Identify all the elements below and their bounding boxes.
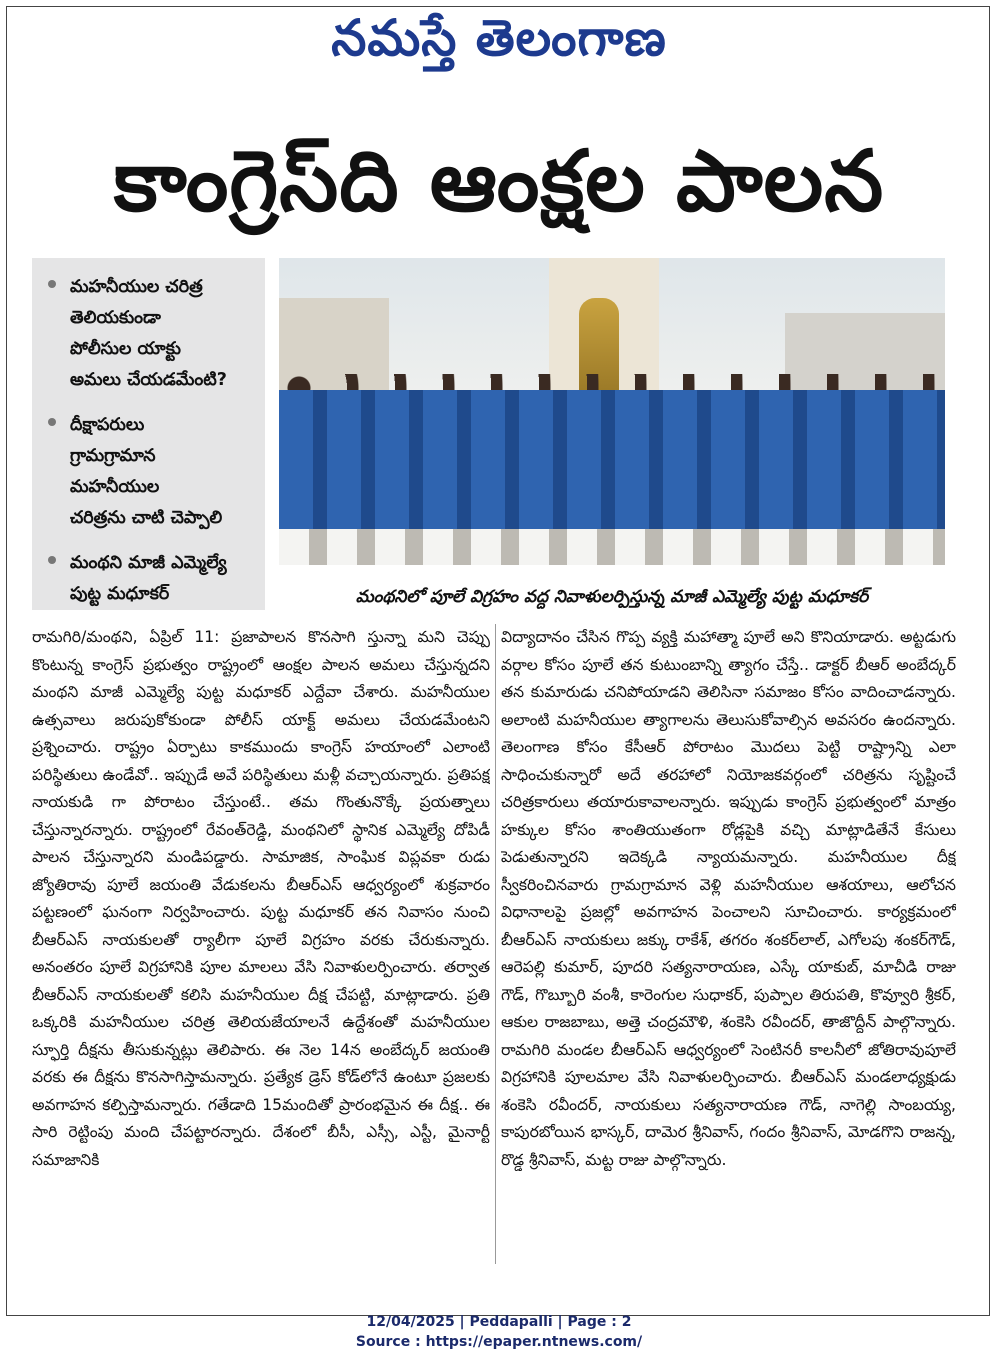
highlight-text: దీక్షాపరులు గ్రామగ్రామాన మహనీయుల చరిత్రను చాటి చెప్పాలి — [70, 415, 223, 528]
highlight-text: మహనీయుల చరిత్ర తెలియకుండా పోలీసుల యాక్టు అమలు చేయడమేంటి? — [70, 277, 227, 390]
article-column-left — [32, 624, 490, 1268]
column-divider — [495, 624, 496, 1264]
highlight-point — [40, 410, 257, 534]
news-photo — [279, 258, 945, 565]
bullet-icon — [48, 280, 56, 288]
highlight-point — [40, 272, 257, 396]
footer-date-edition: 12/04/2025 | Peddapalli | Page : 2 — [366, 1314, 632, 1330]
article-headline: కాంగ్రెస్‌ది ఆంక్షల పాలన — [113, 132, 885, 230]
highlight-point — [40, 548, 257, 610]
article-text: విద్యాదానం చేసిన గొప్ప వ్యక్తి మహాత్మా పూలే అని కొనియాడారు. అట్టడుగు వర్గాల కోసం పూలే తన కుటుంబాన్ని త్యాగం చేస్తే.. డాక్టర్ బీఆర్ అంబేద్కర్ తన కుమారుడు చనిపోయాడని తెలిసినా సమాజం కోసం వాదించాడన్నారు. అలాంటి మహనీయుల త్యాగాలను తెలుసుకోవాల్సిన అవసరం ఉందన్నారు. తెలంగాణ కోసం కేసీఆర్ పోరాటం మొదలు పెట్టి రాష్ట్రాన్ని ఎలా సాధించుకున్నారో అదే తరహాలో నియోజకవర్గంలో చరిత్రను సృష్టించే చరిత్రకారులు తయారుకావాలన్నారు. ఇప్పుడు కాంగ్రెస్ ప్రభుత్వంలో మాత్రం హక్కుల కోసం శాంతియుతంగా రోడ్లపైకి వచ్చి మాట్లాడితేనే కేసులు పెడుతున్నారని ఇదెక్కడి న్యాయమన్నారు. మహనీయుల దీక్ష స్వీకరించినవారు గ్రామగ్రామాన వెళ్లి మహనీయుల ఆశయాలు, ఆలోచన విధానాలపై ప్రజల్లో అవగాహన పెంచాలని సూచించారు. కార్యక్రమంలో బీఆర్‌ఎస్ నాయకులు జక్కు రాకేశ్, తగరం శంకర్‌లాల్, ఎగోలపు శంకర్‌గౌడ్, ఆరెపల్లి కుమార్, పూదరి సత్యనారాయణ, ఎస్కే యాకుబ్, మాచీడి రాజు గౌడ్, గొబ్బూరి వంశీ, కారెంగుల సుధాకర్, పుప్పాల తిరుపతి, కొవ్వూరి శ్రీకర్, ఆకుల రాజబాబు, అత్తె చంద్రమౌళి, శంకెసి రవీందర్, తాజొద్దీన్ పాల్గొన్నారు. రామగిరి మండల బీఆర్‌ఎస్ ఆధ్వర్యంలో సెంటినరీ కాలనీలో జోతిరావుపూలే విగ్రహానికి పూలమాల వేసి నివాళులర్పించారు. బీఆర్‌ఎస్ మండలాధ్యక్షుడు శంకెసి రవీందర్, నాయకులు సత్యనారాయణ గౌడ్, నాగెల్లి సాంబయ్య, కాపురబోయిన భాస్కర్, దామెర శ్రీనివాస్, గందం శ్రీనివాస్, మోడగొని రాజన్న, రొడ్డ శ్రీనివాస్, మట్ట రాజు పాల్గొన్నారు. — [501, 628, 956, 1169]
bullet-icon — [48, 556, 56, 564]
article-column-right — [501, 624, 956, 1268]
photo-caption: మంథనిలో పూలే విగ్రహం వద్ద నివాళులర్పిస్తున్న మాజీ ఎమ్మెల్యే పుట్ట మధూకర్ — [355, 587, 869, 607]
highlight-text: మంథని మాజీ ఎమ్మెల్యే పుట్ట మధూకర్ — [70, 553, 227, 604]
bullet-icon — [48, 418, 56, 426]
photo-crowd-lower — [279, 529, 945, 565]
article-text: రామగిరి/మంథని, ఏప్రిల్ 11: ప్రజాపాలన కొనసాగి స్తున్నా మని చెప్పు కొంటున్న కాంగ్రెస్ ప్రభుత్వం రాష్ట్రంలో ఆంక్షల పాలన అమలు చేస్తున్నదని మంథని మాజీ ఎమ్మెల్యే పుట్ట మధూకర్ ఎద్దేవా చేశారు. మహనీయుల ఉత్సవాలు జరుపుకోకుండా పోలీస్ యాక్ట్ అమలు చేయడమేంటని ప్రశ్నించారు. రాష్ట్రం ఏర్పాటు కాకముందు కాంగ్రెస్ హయాంలో ఎలాంటి పరిస్థితులు ఉండేవో.. ఇప్పుడే అవే పరిస్థితులు మళ్లీ వచ్చాయన్నారు. ప్రతిపక్ష నాయకుడి గా పోరాటం చేస్తుంటే.. తమ గొంతునొక్కే ప్రయత్నాలు చేస్తున్నారన్నారు. రాష్ట్రంలో రేవంత్‌రెడ్డి, మంథనిలో స్థానిక ఎమ్మెల్యే దోపిడీ పాలన చేస్తున్నారని మండిపడ్డారు. సామాజిక, సాంఘిక విప్లవకా రుడు జ్యోతిరావు పూలే జయంతి వేడుకలను బీఆర్‌ఎస్ ఆధ్వర్యంలో శుక్రవారం పట్టణంలో ఘనంగా నిర్వహించారు. పుట్ట మధూకర్ తన నివాసం నుంచి బీఆర్‌ఎస్ నాయకులతో ర్యాలీగా పూలే విగ్రహం వరకు చేరుకున్నారు. అనంతరం పూలే విగ్రహానికి పూల మాలలు వేసి నివాళులర్పించారు. తర్వాత బీఆర్‌ఎస్ నాయకులతో కలిసి మహనీయుల దీక్ష చేపట్టి, మాట్లాడారు. ప్రతి ఒక్కరికి మహనీయుల చరిత్ర తెలియజేయాలనే ఉద్దేశంతో మహనీయుల స్ఫూర్తి దీక్షను తీసుకున్నట్లు తెలిపారు. ఈ నెల 14న అంబేద్కర్ జయంతి వరకు ఈ దీక్షను కొనసాగిస్తామన్నారు. ప్రత్యేక డ్రెస్ కోడ్‌లోనే ఉంటూ ప్రజలకు అవగాహన కల్పిస్తామన్నారు. గతేడాది 15మందితో ప్రారంభమైన ఈ దీక్ష.. ఈ సారి రెట్టింపు మంది చేపట్టారన్నారు. దేశంలో బీసీ, ఎస్సీ, ఎస్టీ, మైనార్టీ సమాజానికి — [32, 628, 490, 1169]
newspaper-masthead: నమస్తే తెలంగాణ — [331, 8, 667, 67]
footer-source: Source : https://epaper.ntnews.com/ — [355, 1334, 643, 1350]
highlights-box — [32, 258, 265, 610]
photo-crowd — [279, 390, 945, 530]
